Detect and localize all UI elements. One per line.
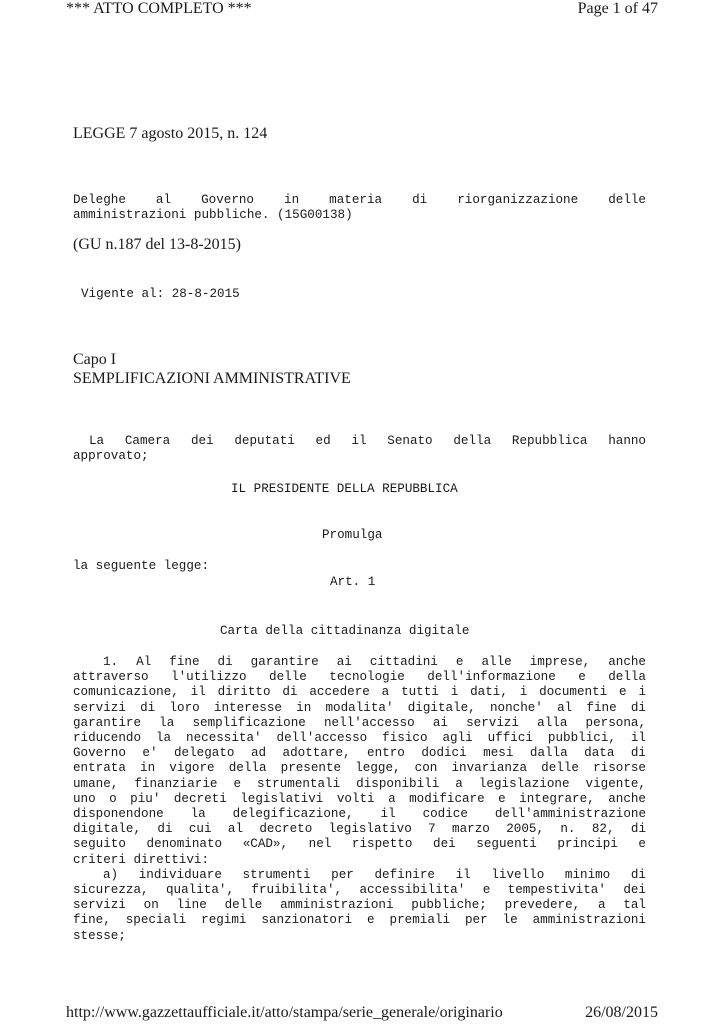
chapter-number: Capo I — [73, 351, 117, 368]
president-heading: IL PRESIDENTE DELLA REPUBBLICA — [231, 482, 458, 496]
paragraph-line: Governo e' delegato ad adottare, entro dodici mesi dalla data di — [73, 746, 646, 761]
preamble-line — [89, 434, 646, 449]
item-a-line: sicurezza, qualita', fruibilita', accessibilita' e tempestivita' dei — [73, 883, 646, 898]
item-a-line: stesse; — [73, 928, 126, 943]
paragraph-line: garantire la semplificazione nell'accesso ai servizi alla persona, — [73, 715, 646, 730]
page-number: Page 1 of 47 — [577, 0, 658, 17]
paragraph-line: riducendo la necessita' dell'accesso fisico agli uffici pubblici, il — [73, 731, 646, 746]
paragraph-line: umane, finanziarie e strumentali disponibili a legislazione vigente, — [73, 776, 646, 791]
article-heading: Carta della cittadinanza digitale — [220, 624, 470, 638]
paragraph-line: 1. Al fine di garantire ai cittadini e alle imprese, anche — [103, 655, 646, 669]
item-a-line: servizi on line delle amministrazioni pubbliche; prevedere, a tal — [73, 898, 646, 913]
header-title: *** ATTO COMPLETO *** — [66, 0, 252, 17]
preamble-line: approvato; — [73, 449, 149, 463]
law-title: LEGGE 7 agosto 2015, n. 124 — [73, 125, 268, 142]
chapter-title: SEMPLIFICAZIONI AMMINISTRATIVE — [73, 370, 351, 387]
paragraph-line: seguito denominato «CAD», nel rispetto dei seguenti principi e — [73, 837, 646, 852]
paragraph-line: criteri direttivi: — [73, 852, 210, 867]
law-subject-line: Deleghe al Governo in materia di riorganizzazione delle — [73, 193, 646, 207]
promulga-heading: Promulga — [322, 528, 383, 542]
paragraph-line: uno o piu' decreti legislativi volti a modificare e integrare, anche — [73, 791, 646, 806]
page-header — [66, 0, 658, 24]
paragraph-line: disponendone la delegificazione, il codice dell'amministrazione — [73, 807, 646, 822]
law-subject-line: amministrazioni pubbliche. (15G00138) — [73, 208, 353, 222]
page-footer — [66, 1004, 658, 1024]
paragraph-line: servizi di loro interesse in modalita' digitale, nonche' al fine di — [73, 700, 646, 715]
print-date: 26/08/2015 — [585, 1004, 658, 1021]
vigente-date: Vigente al: 28-8-2015 — [81, 287, 240, 301]
item-a-line: fine, speciali regimi sanzionatori e premiali per le amministrazioni — [73, 913, 646, 928]
preamble-text: La Camera dei deputati ed il Senato della Repubblica hanno — [89, 434, 646, 448]
paragraph-line: comunicazione, il diritto di accedere a tutti i dati, i documenti e i — [73, 685, 646, 700]
paragraph-line: digitale, di cui al decreto legislativo 7 marzo 2005, n. 82, di — [73, 822, 646, 837]
article-paragraph-1 — [73, 655, 646, 944]
source-url: http://www.gazzettaufficiale.it/atto/stampa/serie_generale/originario — [66, 1004, 503, 1021]
paragraph-line: attraverso l'utilizzo delle tecnologie dell'informazione e della — [73, 670, 646, 685]
gazette-reference: (GU n.187 del 13-8-2015) — [73, 236, 241, 253]
paragraph-line: entrata in vigore della presente legge, con invarianza delle risorse — [73, 761, 646, 776]
article-number: Art. 1 — [330, 575, 376, 589]
la-seguente-legge: la seguente legge: — [73, 559, 210, 573]
item-a-line: a) individuare strumenti per definire il livello minimo di — [103, 867, 646, 882]
